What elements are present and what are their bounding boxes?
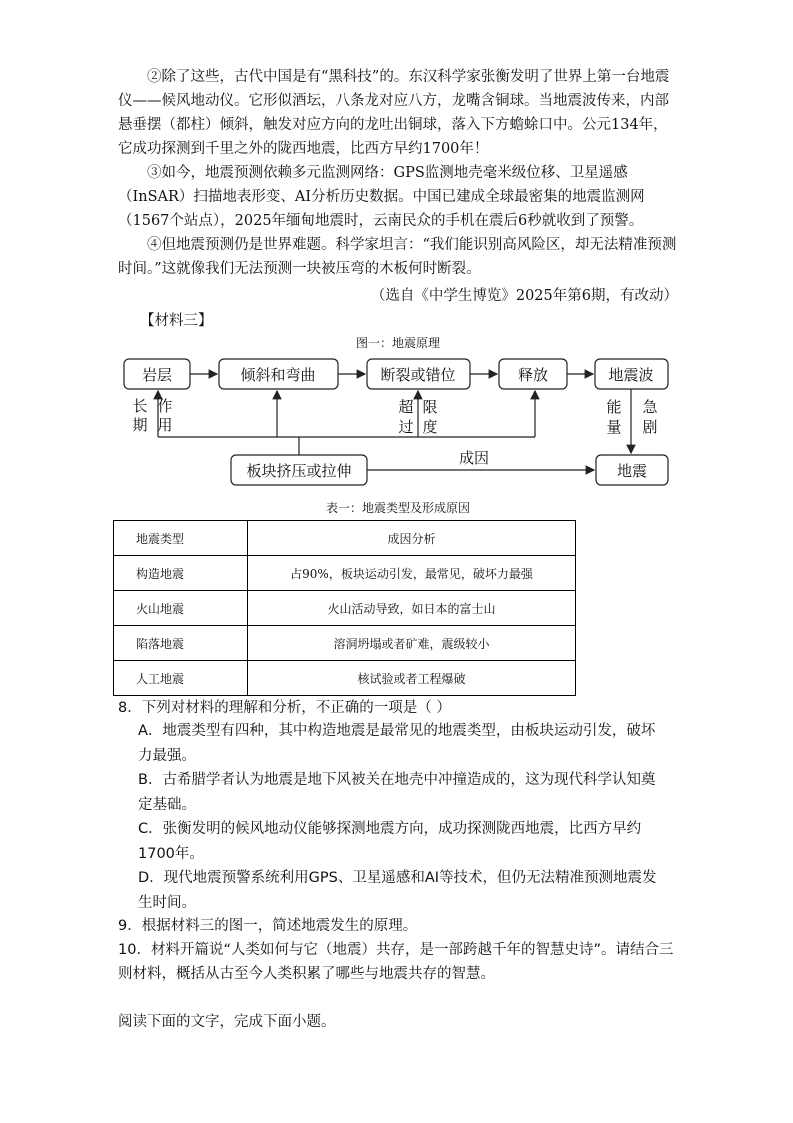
label-limit-2: 度 xyxy=(422,418,438,436)
paragraph-3: ③如今，地震预测依赖多元监测网络：GPS监测地壳毫米级位移、卫星遥感（InSAR）扫描地表形变、AI分析历史数据。中国已建成全球最密集的地震监测网（1567个站点），2025年缅甸地震时，云南民众的手机在震后6秒就收到了预警。 xyxy=(118,165,645,229)
table-cell-cause: 火山活动导致，如日本的富士山 xyxy=(248,591,576,626)
box-release-label: 释放 xyxy=(517,366,549,384)
question-8-option-d: D．现代地震预警系统利用GPS、卫星遥感和AI等技术，但仍无法精准预测地震发生时间。 xyxy=(138,870,657,911)
label-long-1: 长 xyxy=(132,397,148,415)
table-cell-type: 陷落地震 xyxy=(114,626,248,661)
table-row xyxy=(114,556,576,591)
table-header-cell: 地震类型 xyxy=(114,521,248,556)
reading-instruction: 阅读下面的文字，完成下面小题。 xyxy=(118,1014,336,1030)
label-sharp-2: 剧 xyxy=(642,418,658,436)
label-energy-2: 量 xyxy=(606,418,622,436)
label-cause: 成因 xyxy=(458,449,490,467)
label-limit-1: 限 xyxy=(422,398,438,416)
table-row xyxy=(114,591,576,626)
label-exceed-1: 超 xyxy=(398,398,414,416)
table-row xyxy=(114,661,576,696)
box-quake-label: 地震 xyxy=(616,462,648,480)
table-caption: 表一：地震类型及形成原因 xyxy=(325,501,470,515)
box-tilt-label: 倾斜和弯曲 xyxy=(240,366,316,384)
label-long-2: 期 xyxy=(132,416,148,434)
box-rock-label: 岩层 xyxy=(141,366,173,384)
label-act-2: 用 xyxy=(157,416,173,434)
question-9: 9．根据材料三的图一，简述地震发生的原理。 xyxy=(118,918,418,934)
table-row xyxy=(114,626,576,661)
table-cell-cause: 核试验或者工程爆破 xyxy=(248,661,576,696)
table-cell-cause: 溶洞坍塌或者矿难，震级较小 xyxy=(248,626,576,661)
paragraph-4: ④但地震预测仍是世界难题。科学家坦言：“我们能识别高风险区，却无法精准预测时间。”这就像我们无法预测一块被压弯的木板何时断裂。 xyxy=(118,237,677,277)
label-exceed-2: 过 xyxy=(398,418,414,436)
box-fracture-label: 断裂或错位 xyxy=(380,366,456,384)
box-plate-label: 板块挤压或拉伸 xyxy=(246,462,352,480)
figure-caption: 图一：地震原理 xyxy=(355,336,440,350)
material-3-heading: 【材料三】 xyxy=(140,313,213,329)
earthquake-principle-diagram xyxy=(118,333,678,493)
table-header-cell: 成因分析 xyxy=(248,521,576,556)
question-8-option-c: C．张衡发明的候风地动仪能够探测地震方向，成功探测陇西地震，比西方早约1700年。 xyxy=(138,821,642,862)
table-cell-cause: 占90%，板块运动引发，最常见，破坏力最强 xyxy=(248,556,576,591)
label-sharp-1: 急 xyxy=(642,398,658,416)
table-cell-type: 构造地震 xyxy=(114,556,248,591)
question-8-option-b: B．古希腊学者认为地震是地下风被关在地壳中冲撞造成的，这为现代科学认知奠定基础。 xyxy=(138,772,656,813)
paragraph-2: ②除了这些，古代中国是有“黑科技”的。东汉科学家张衡发明了世界上第一台地震仪——候风地动仪。它形似酒坛，八条龙对应八方，龙嘴含铜球。当地震波传来，内部悬垂摆（都柱）倾斜，触发对应方向的龙吐出铜球，落入下方蟾蜍口中。公元134年，它成功探测到千里之外的陇西地震，比西方早约1700年！ xyxy=(118,69,670,157)
label-act-1: 作 xyxy=(157,397,173,415)
question-8: 8．下列对材料的理解和分析，不正确的一项是（ ） xyxy=(118,700,451,716)
box-wave-label: 地震波 xyxy=(608,366,654,384)
question-10: 10．材料开篇说“人类如何与它（地震）共存，是一部跨越千年的智慧史诗”。请结合三则材料，概括从古至今人类积累了哪些与地震共存的智慧。 xyxy=(118,942,674,982)
question-8-option-a: A．地震类型有四种，其中构造地震是最常见的地震类型，由板块运动引发，破坏力最强。 xyxy=(138,723,656,764)
table-header-row xyxy=(114,521,576,556)
label-energy-1: 能 xyxy=(606,398,622,416)
table-cell-type: 火山地震 xyxy=(114,591,248,626)
source-citation: （选自《中学生博览》2025年第6期，有改动） xyxy=(370,288,678,304)
table-cell-type: 人工地震 xyxy=(114,661,248,696)
earthquake-types-table xyxy=(113,520,576,696)
